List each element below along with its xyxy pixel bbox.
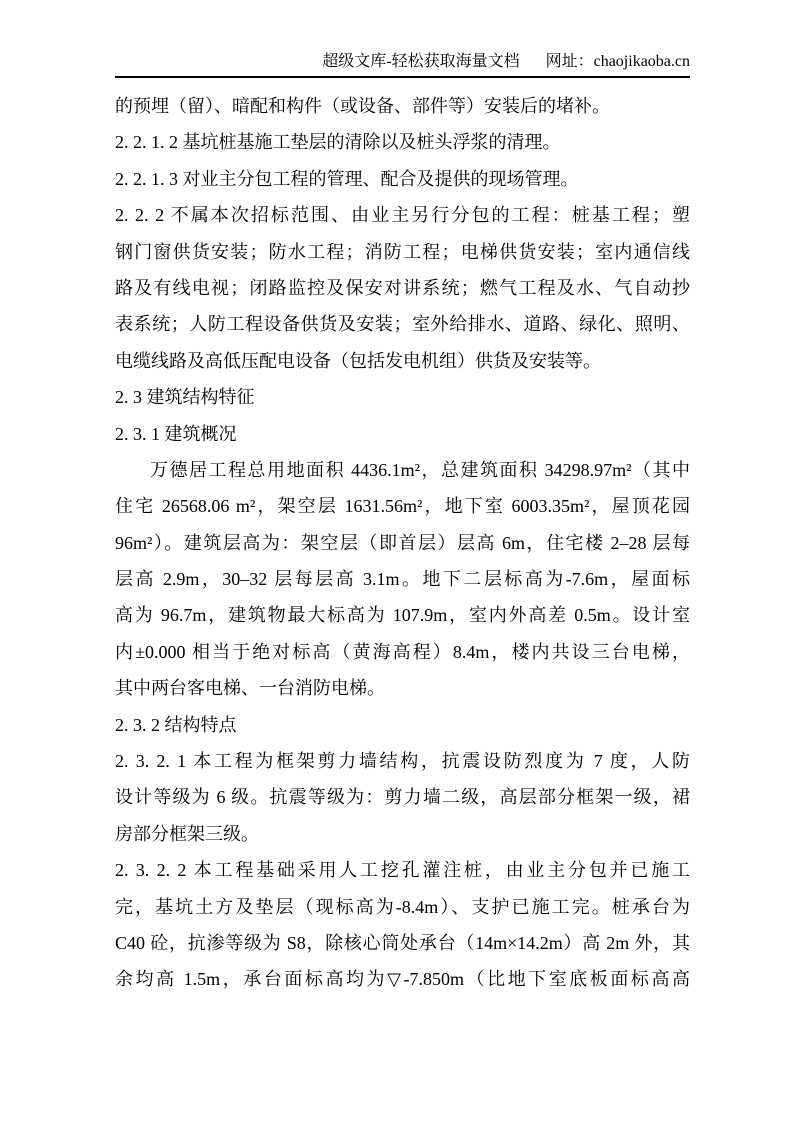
text-line: C40 砼，抗渗等级为 S8，除核心筒处承台（14m×14.2m）高 2m 外，其 xyxy=(115,932,690,953)
text-line: 2. 3. 1 建筑概况 xyxy=(115,423,237,444)
text-line: 2. 3. 2. 1 本工程为框架剪力墙结构，抗震设防烈度为 7 度，人防 xyxy=(115,751,690,772)
text-line: 2. 2. 1. 3 对业主分包工程的管理、配合及提供的现场管理。 xyxy=(115,168,579,189)
text-line: 万德居工程总用地面积 4436.1m²，总建筑面积 34298.97m²（其中 xyxy=(150,459,690,480)
text-line: 2. 3. 2 结构特点 xyxy=(115,714,237,735)
text-line: 钢门窗供货安装；防水工程；消防工程；电梯供货安装；室内通信线 xyxy=(115,241,690,262)
text-line: 2. 3. 2. 2 本工程基础采用人工挖孔灌注桩，由业主分包并已施工 xyxy=(115,860,690,881)
text-line: 2. 2. 2 不属本次招标范围、由业主另行分包的工程：桩基工程；塑 xyxy=(115,205,690,226)
text-line: 完，基坑土方及垫层（现标高为-8.4m）、支护已施工完。桩承台为 xyxy=(115,896,690,917)
text-line: 路及有线电视；闭路监控及保安对讲系统；燃气工程及水、气自动抄 xyxy=(115,277,690,298)
header-site-name: 超级文库-轻松获取海量文档 xyxy=(322,53,520,70)
text-line: 层高 2.9m，30–32 层每层高 3.1m。地下二层标高为-7.6m，屋面标 xyxy=(115,569,690,590)
text-line: 表系统；人防工程设备供货及安装；室外给排水、道路、绿化、照明、 xyxy=(115,314,690,335)
text-line: 内±0.000 相当于绝对标高（黄海高程）8.4m，楼内共设三台电梯， xyxy=(115,641,690,662)
text-line: 2. 2. 1. 2 基坑桩基施工垫层的清除以及桩头浮浆的清理。 xyxy=(115,132,561,153)
text-line: 其中两台客电梯、一台消防电梯。 xyxy=(115,678,385,699)
text-line: 96m²）。建筑层高为：架空层（即首层）层高 6m，住宅楼 2–28 层每 xyxy=(115,532,690,553)
document-body xyxy=(115,88,690,998)
header-url-label: 网址： xyxy=(545,53,594,70)
page-header xyxy=(115,48,690,71)
text-line: 设计等级为 6 级。抗震等级为：剪力墙二级，高层部分框架一级，裙 xyxy=(115,787,690,808)
text-line: 房部分框架三级。 xyxy=(115,823,259,844)
text-line: 余均高 1.5m，承台面标高均为▽-7.850m（比地下室底板面标高高 xyxy=(115,969,690,990)
text-line: 的预埋（留）、暗配和构件（或设备、部件等）安装后的堵补。 xyxy=(115,96,610,116)
header-divider-rule xyxy=(115,76,690,78)
header-url: chaojikaoba.cn xyxy=(593,53,690,70)
text-line: 2. 3 建筑结构特征 xyxy=(115,387,255,408)
text-line: 电缆线路及高低压配电设备（包括发电机组）供货及安装等。 xyxy=(115,350,601,371)
text-line: 住宅 26568.06 m²，架空层 1631.56m²，地下室 6003.35m²，屋顶花园 xyxy=(115,496,690,517)
text-line: 高为 96.7m，建筑物最大标高为 107.9m，室内外高差 0.5m。设计室 xyxy=(115,605,690,626)
